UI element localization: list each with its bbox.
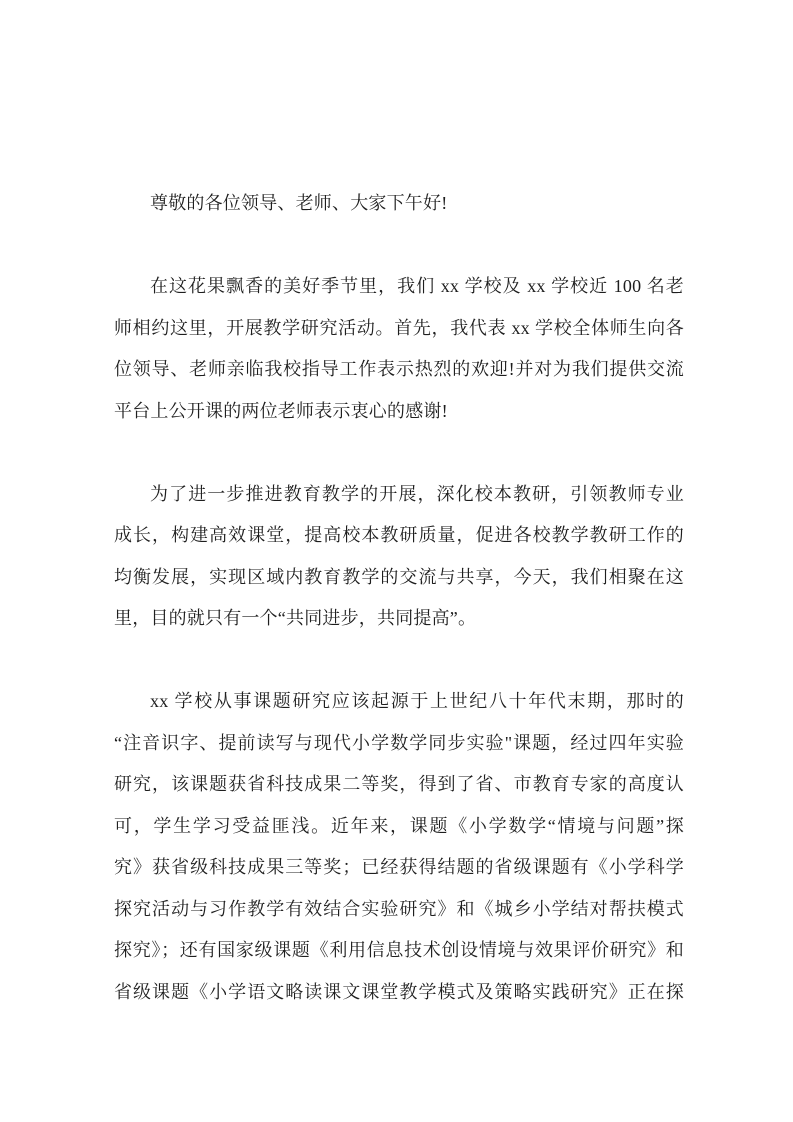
- text-line: 位领导、老师亲临我校指导工作表示热烈的欢迎!并对为我们提供交流: [114, 359, 684, 379]
- text-line: 可，学生学习受益匪浅。近年来，课题《小学数学“情境与问题”探: [114, 815, 684, 836]
- text-line: 探究活动与习作教学有效结合实验研究》和《城乡小学结对帮扶模式: [114, 898, 684, 919]
- paragraph-purpose: [114, 474, 684, 640]
- paragraph-research-history: [114, 681, 684, 1013]
- text-line: 在这花果飘香的美好季节里，我们 xx 学校及 xx 学校近 100 名老: [150, 276, 684, 296]
- text-line: 成长，构建高效课堂，提高校本教研质量，促进各校教学教研工作的: [114, 525, 684, 545]
- paragraph-welcome: [114, 266, 684, 432]
- text-line: 研究，该课题获省科技成果二等奖，得到了省、市教育专家的高度认: [114, 774, 684, 794]
- paragraph-greeting: [114, 183, 684, 225]
- text-line: “注音识字、提前读写与现代小学数学同步实验"课题，经过四年实验: [114, 732, 684, 753]
- text-line: 里，目的就只有一个“共同进步，共同提高”。: [114, 608, 477, 628]
- text-line: 探究》；还有国家级课题《利用信息技术创设情境与效果评价研究》和: [114, 940, 684, 960]
- text-line: 省级课题《小学语文略读课文课堂教学模式及策略实践研究》正在探: [114, 981, 684, 1002]
- text-line: 究》获省级科技成果三等奖；已经获得结题的省级课题有《小学科学: [114, 857, 684, 877]
- text-line: 平台上公开课的两位老师表示衷心的感谢!: [114, 400, 448, 421]
- text-line: 师相约这里，开展教学研究活动。首先，我代表 xx 学校全体师生向各: [114, 317, 684, 338]
- document-body: [114, 183, 684, 1055]
- text-line: 尊敬的各位领导、老师、大家下午好!: [150, 193, 448, 213]
- text-line: 为了进一步推进教育教学的开展，深化校本教研，引领教师专业: [150, 483, 684, 504]
- text-line: xx 学校从事课题研究应该起源于上世纪八十年代末期，那时的: [150, 691, 684, 711]
- text-line: 均衡发展，实现区域内教育教学的交流与共享，今天，我们相聚在这: [114, 566, 684, 587]
